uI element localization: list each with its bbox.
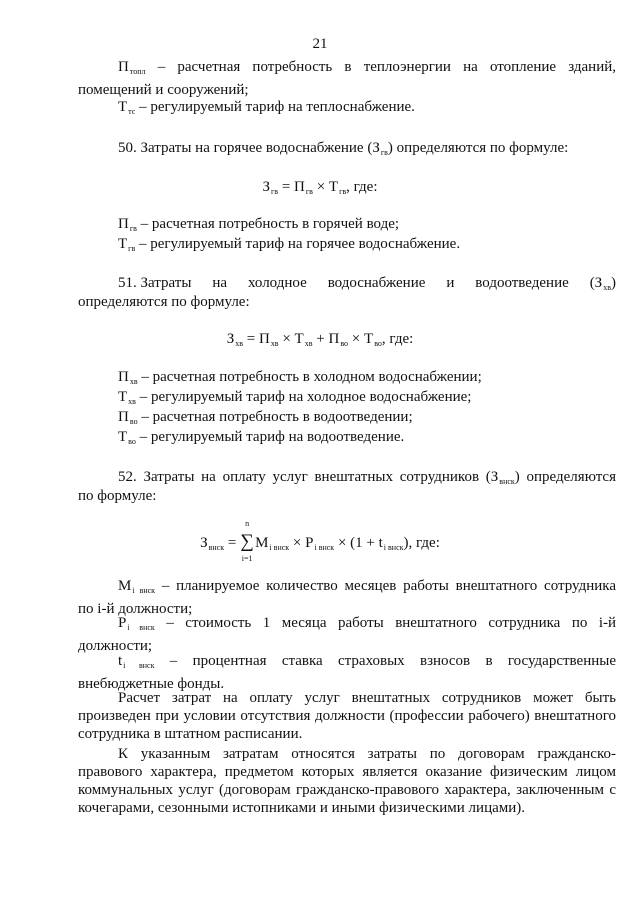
definition-text: – расчетная потребность в горячей воде; [140, 216, 400, 232]
paragraph-condition: Расчет затрат на оплату услуг внештатных сотрудников может быть произведен при условии отсутствия должности (профессии рабочего) внештатного сотрудника в штатном расписании. [78, 690, 616, 742]
item-51-intro-line2: определяются по формуле: [78, 294, 250, 310]
symbol: П [118, 216, 129, 232]
formula-cold-water: $З_{хв} = П_{хв} \times Т_{хв} + П_{во} \times Т_{во}$, где: [226, 331, 414, 348]
definition-text: – регулируемый тариф на горячее водоснабжение. [138, 236, 461, 252]
symbol-sub: топл [129, 67, 146, 76]
intro-text-end: ) определяются по формуле: [387, 140, 569, 156]
intro-text: 50. Затраты на горячее водоснабжение ( [118, 140, 373, 156]
symbol-sub: тс [128, 107, 136, 116]
item-52-intro-line2: по формуле: [78, 488, 157, 504]
definition-t-hv: $Т_{хв}$ – регулируемый тариф на холодное водоснабжение; [118, 389, 472, 406]
sum-icon: n ∑ i=1 [240, 519, 254, 563]
symbol-sub: гв [129, 224, 137, 233]
definition-p: $P_{i внск}$ – стоимость 1 месяца работы внештатного сотрудника по i-й должности; [78, 615, 617, 654]
intro-symbol: З [372, 140, 380, 156]
intro-symbol-sub: гв [380, 148, 388, 157]
page-number: 21 [312, 36, 328, 52]
symbol: П [118, 59, 129, 75]
item-50-intro [78, 139, 616, 162]
definition-p-vo: $П_{во}$ – расчетная потребность в водоотведении; [118, 409, 413, 426]
definition-ts [78, 98, 616, 121]
definition-topl [78, 58, 616, 99]
formula-outstaff: $З_{внск}$ = n ∑ i=1 $M_{i внск} \times P_{i внск} \times (1 + t_{i внск})$, где: [200, 519, 440, 563]
item-51-intro: 51. Затраты на холодное водоснабжение и водоотведение $(З_{хв})$ [118, 275, 616, 292]
formula-hot-water: $З_{гв} = П_{гв} \times Т_{гв}$, где: [262, 179, 378, 196]
definition-p-hv: $П_{хв}$ – расчетная потребность в холодном водоснабжении; [118, 369, 482, 386]
symbol: Т [118, 236, 128, 252]
definition-text: – регулируемый тариф на теплоснабжение. [139, 99, 415, 115]
definition-t-gv [78, 235, 616, 258]
symbol: Т [118, 99, 128, 115]
definition-t: $t_{i внск}$ – процентная ставка страховых взносов в государственные внебюджетные фонды. [78, 653, 616, 692]
paragraph-contracts: К указанным затратам относятся затраты по договорам гражданско-правового характера, предметом которых является оказание физическим лицом коммунальных услуг (договорам гражданско-правового характера, заключенным с кочегарами, сезонными истопниками и иными физическими лицами). [78, 746, 616, 816]
definition-t-vo: $Т_{во}$ – регулируемый тариф на водоотведение. [118, 429, 405, 446]
symbol-sub: гв [128, 244, 136, 253]
item-52-intro: 52. Затраты на оплату услуг внештатных сотрудников $(З_{внск})$ определяются [118, 469, 616, 486]
definition-m: $M_{i внск}$ – планируемое количество месяцев работы внештатного сотрудника по i-й должности; [78, 578, 617, 617]
definition-text: – расчетная потребность в теплоэнергии на отопление зданий, помещений и сооружений; [78, 59, 616, 98]
